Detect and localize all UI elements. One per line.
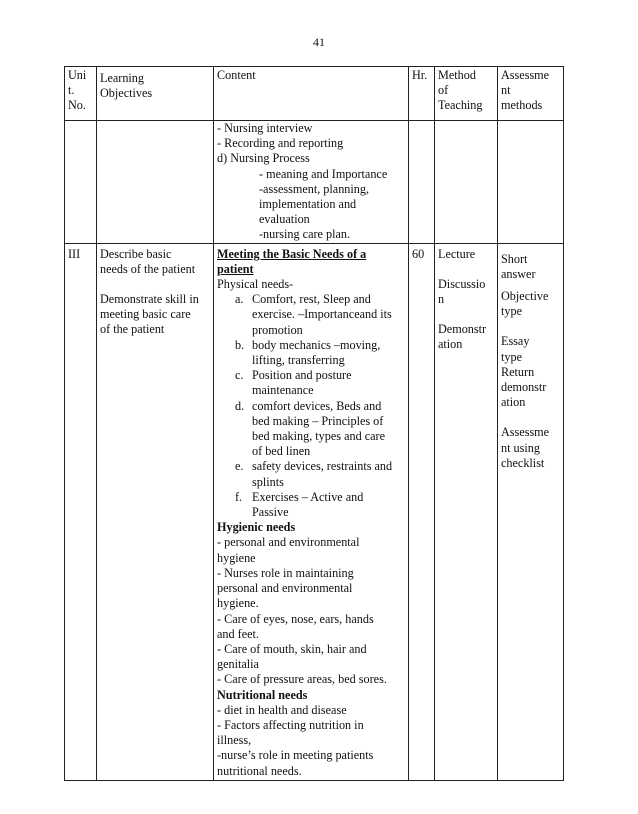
content-line: d) Nursing Process: [217, 151, 310, 166]
nutritional-needs-heading: Nutritional needs: [217, 687, 308, 702]
section-title: patient: [217, 261, 254, 276]
section-title: Meeting the Basic Needs of a: [217, 246, 367, 261]
content-line: -assessment, planning,: [259, 181, 370, 196]
list-item: a. Comfort, rest, Sleep and exercise. –Importanceand its promotion: [235, 292, 392, 337]
row1-unit-cell: [65, 121, 97, 244]
content-line: -nursing care plan.: [259, 227, 351, 242]
list-item: d. comfort devices, Beds and bed making – Principles of bed making, types and care of bed linen: [235, 398, 385, 459]
assessment-methods-cell: Short answer Objective type Essay type Return demonstr ation Assessme nt using checklist: [498, 243, 564, 780]
header-content: Content: [214, 67, 409, 121]
hours-cell: 60: [409, 243, 435, 780]
content-line: - Nursing interview: [217, 121, 313, 135]
content-line: evaluation: [259, 212, 310, 227]
row1-method-cell: [435, 121, 498, 244]
page-number: 41: [313, 35, 325, 49]
list-item: b. body mechanics –moving, lifting, transferring: [235, 337, 381, 368]
learning-objectives: Describe basic needs of the patient Demonstrate skill in meeting basic care of the patient: [97, 243, 214, 780]
table-row: [65, 121, 564, 244]
unit-number: III: [65, 243, 97, 780]
header-assessment: Assessme nt methods: [498, 67, 564, 121]
row1-hours-cell: [409, 121, 435, 244]
header-hours: Hr.: [409, 67, 435, 121]
header-method: Method of Teaching: [435, 67, 498, 121]
list-item: e. safety devices, restraints and splints: [235, 459, 393, 489]
header-row: [65, 67, 564, 121]
list-item: f. Exercises – Active and Passive: [235, 489, 364, 520]
content-line: - Recording and reporting: [217, 136, 344, 151]
physical-needs-label: Physical needs-: [217, 277, 294, 292]
teaching-method-cell: Lecture Discussio n Demonstr ation: [435, 243, 498, 780]
table-row: [65, 243, 564, 780]
list-item: c. Position and posture maintenance: [235, 368, 352, 398]
header-unit: Uni t. No.: [65, 67, 97, 121]
header-objectives: Learning Objectives: [97, 67, 214, 121]
content-line: - meaning and Importance: [259, 166, 388, 181]
content-cell: Meeting the Basic Needs of a patient Physical needs- a. Comfort, rest, Sleep and exercise. –Importanceand its promotion b. body mechanics –moving, lifting, transferring c. Position and posture maintenance d. comfort devices, Beds and bed making – Principles of bed making, types and care of bed linen e. safety devices, restraints and splints f. Exercises – Active and Passive Hygienic needs - personal and environmental hygiene - Nurses role in maintaining personal and environmental hygiene. - Care of eyes, nose, ears, hands and feet. - Care of mouth, skin, hair and genitalia - Care of pressure areas, bed sores. Nutritional needs - diet in health and disease - Factors affecting nutrition in illness, -nurse’s role in meeting patients nutritional needs.: [214, 243, 409, 780]
syllabus-table: [64, 66, 564, 781]
row1-content-cell: [214, 121, 409, 244]
row1-objectives-cell: [97, 121, 214, 244]
hygienic-needs-heading: Hygienic needs: [217, 520, 296, 535]
row1-assessment-cell: [498, 121, 564, 244]
content-line: implementation and: [259, 197, 357, 212]
